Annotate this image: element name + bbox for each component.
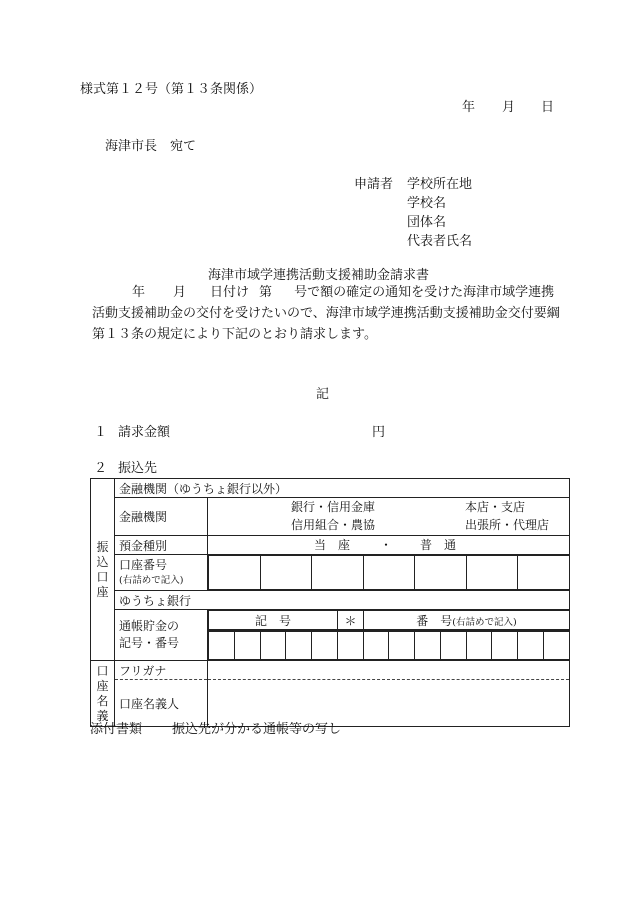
- furikomi-char: 込: [96, 554, 109, 569]
- meigi-char: 義: [96, 708, 109, 723]
- deposit-separator: ・: [380, 538, 393, 552]
- account-digit-box[interactable]: [209, 556, 261, 590]
- bango-note: (右詰めで記入): [452, 616, 517, 628]
- applicant-field: 学校名: [407, 196, 447, 211]
- bango-digit-box[interactable]: [363, 632, 389, 660]
- item1-label: 請求金額: [118, 425, 171, 440]
- deposit-option-futsu[interactable]: 普 通: [420, 538, 457, 552]
- date-month: 月: [502, 100, 516, 115]
- bango-digit-box[interactable]: [543, 632, 569, 660]
- bango-digit-box[interactable]: [389, 632, 415, 660]
- passbook-header-row: [208, 610, 570, 631]
- item2-number: ２: [94, 461, 108, 476]
- furigana-input[interactable]: [208, 661, 570, 680]
- bank-type-cell[interactable]: [208, 498, 570, 536]
- item2-label: 振込先: [118, 461, 158, 476]
- account-digit-box[interactable]: [260, 556, 312, 590]
- passbook-label-cell: [115, 610, 208, 661]
- account-note: (右詰めで記入): [119, 574, 184, 586]
- form-number: 様式第１２号（第１３条関係）: [80, 82, 263, 97]
- kigo-digit-box[interactable]: [312, 632, 338, 660]
- account-number-boxes[interactable]: [208, 555, 570, 591]
- bango-digit-box[interactable]: [440, 632, 466, 660]
- furigana-label: フリガナ: [115, 661, 208, 680]
- bank-types-2: 信用組合・農協: [291, 518, 376, 532]
- item1-unit: 円: [372, 425, 386, 440]
- branch-types-2: 出張所・代理店: [465, 518, 550, 532]
- deposit-option-touza[interactable]: 当 座: [314, 538, 351, 552]
- body-day-label: 日付け: [210, 285, 250, 300]
- account-digit-box[interactable]: [363, 556, 415, 590]
- item1-number: １: [94, 425, 108, 440]
- star-digit-box[interactable]: [337, 632, 363, 660]
- bango-digit-box[interactable]: [492, 632, 518, 660]
- furikomi-char: 座: [96, 584, 109, 599]
- ki-heading: 記: [316, 387, 330, 402]
- account-digit-box[interactable]: [415, 556, 467, 590]
- star-mark: ＊: [338, 611, 364, 630]
- applicant-field: 代表者氏名: [407, 234, 473, 249]
- applicant-field: 団体名: [407, 215, 447, 230]
- holder-input[interactable]: [208, 680, 570, 727]
- kigo-digit-box[interactable]: [260, 632, 286, 660]
- holder-label: 口座名義人: [115, 680, 208, 727]
- deposit-type-cell[interactable]: [208, 536, 570, 555]
- account-number-label-cell: [115, 555, 208, 591]
- attachment-value: 振込先が分かる通帳等の写し: [172, 722, 342, 737]
- bank-label: 金融機関: [115, 498, 208, 536]
- bango-digit-box[interactable]: [518, 632, 544, 660]
- document-title: 海津市域学連携活動支援補助金請求書: [208, 268, 430, 283]
- meigi-char: 口: [96, 663, 109, 678]
- bank-header: 金融機関（ゆうちょ銀行以外）: [115, 479, 570, 498]
- body-dai: 第: [259, 285, 273, 300]
- bango-digit-box[interactable]: [415, 632, 441, 660]
- passbook-label-2: 記号・番号: [119, 636, 180, 650]
- bango-header: 番 号: [416, 613, 453, 628]
- date-year: 年: [462, 100, 476, 115]
- body-paragraph: [92, 282, 564, 345]
- applicant-label: 申請者: [354, 177, 394, 192]
- furikomi-char: 口: [96, 569, 109, 584]
- kigo-digit-box[interactable]: [286, 632, 312, 660]
- yucho-label: ゆうちょ銀行: [115, 591, 570, 610]
- kigo-digit-box[interactable]: [209, 632, 235, 660]
- bank-transfer-table: [90, 478, 570, 727]
- kigo-digit-box[interactable]: [234, 632, 260, 660]
- furikomi-char: 振: [96, 539, 109, 554]
- bango-digit-box[interactable]: [466, 632, 492, 660]
- applicant-field: 学校所在地: [407, 177, 473, 192]
- date-day: 日: [541, 100, 555, 115]
- addressee: 海津市長 宛て: [105, 139, 197, 154]
- body-month: 月: [173, 285, 187, 300]
- bango-header-cell: [364, 611, 570, 630]
- body-year: 年: [132, 285, 146, 300]
- passbook-number-boxes[interactable]: [208, 631, 570, 661]
- account-digit-box[interactable]: [518, 556, 570, 590]
- kigo-header: 記 号: [209, 611, 338, 630]
- deposit-label: 預金種別: [115, 536, 208, 555]
- meigi-vertical-label: [91, 661, 115, 727]
- passbook-label-1: 通帳貯金の: [119, 619, 180, 633]
- branch-types-1: 本店・支店: [465, 500, 526, 514]
- meigi-char: 名: [96, 693, 109, 708]
- account-digit-box[interactable]: [466, 556, 518, 590]
- body-text: 号で額の確定の通知を受けた海津市域学連携活動支援補助金の交付を受けたいので、海津市域学連携活動支援補助金交付要綱第１３条の規定により下記のとおり請求します。: [92, 285, 560, 342]
- account-label: 口座番号: [119, 557, 168, 572]
- meigi-char: 座: [96, 678, 109, 693]
- bank-types-1: 銀行・信用金庫: [291, 500, 376, 514]
- account-digit-box[interactable]: [312, 556, 364, 590]
- furikomi-vertical-label: [91, 479, 115, 661]
- attachment-label: 添付書類: [90, 722, 143, 737]
